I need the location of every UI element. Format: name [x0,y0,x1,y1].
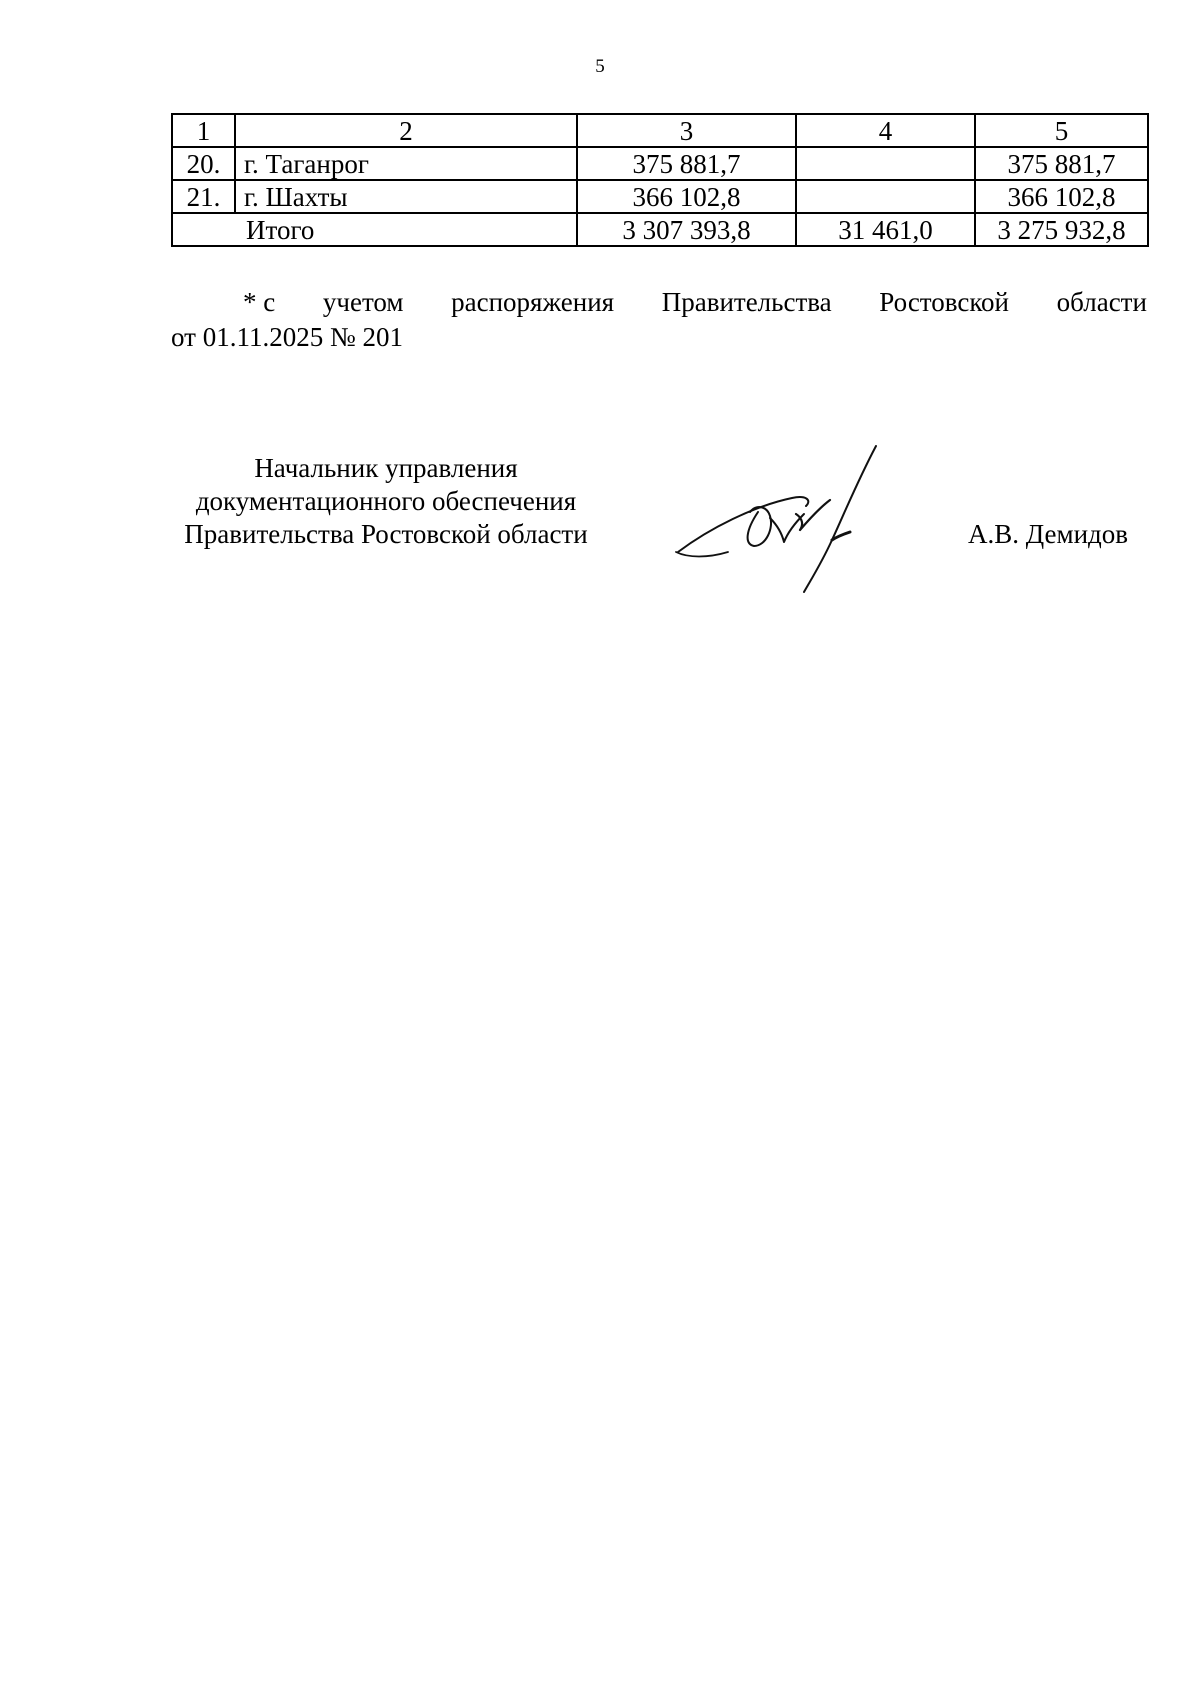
cell-value [796,180,975,213]
position-line: документационного обеспечения [195,486,577,516]
cell-value [796,147,975,180]
city-name: г. Таганрог [235,147,577,180]
position-line: Начальник управления [254,453,518,483]
footnote-word: * с [243,287,276,317]
signatory-position [171,452,601,551]
row-number: 20. [172,147,235,180]
footnote-word: Правительства [661,287,832,317]
table-row [172,180,1148,213]
cell-value: 366 102,8 [975,180,1148,213]
table-header-row [172,114,1148,147]
signer-name: А.В. Демидов [968,519,1129,549]
footnote-word: Ростовской [879,287,1010,317]
total-label: Итого [172,213,577,246]
footnote [171,285,1147,355]
column-header: 5 [975,114,1148,147]
total-col3: 3 307 393,8 [577,213,796,246]
cell-value: 375 881,7 [975,147,1148,180]
city-name: г. Шахты [235,180,577,213]
cell-value: 375 881,7 [577,147,796,180]
handwritten-signature [670,440,950,600]
cell-value: 366 102,8 [577,180,796,213]
position-line: Правительства Ростовской области [184,519,588,549]
footnote-word: распоряжения [451,287,615,317]
footnote-word: области [1056,287,1147,317]
total-col4: 31 461,0 [796,213,975,246]
footnote-line-1 [171,285,1147,320]
row-number: 21. [172,180,235,213]
table-row [172,147,1148,180]
page-number: 5 [595,56,605,77]
column-header: 1 [172,114,235,147]
column-header: 2 [235,114,577,147]
footnote-line-2: от 01.11.2025 № 201 [171,322,403,352]
column-header: 4 [796,114,975,147]
footnote-word: учетом [322,287,404,317]
table-total-row [172,213,1148,246]
column-header: 3 [577,114,796,147]
data-table [171,113,1149,247]
total-col5: 3 275 932,8 [975,213,1148,246]
